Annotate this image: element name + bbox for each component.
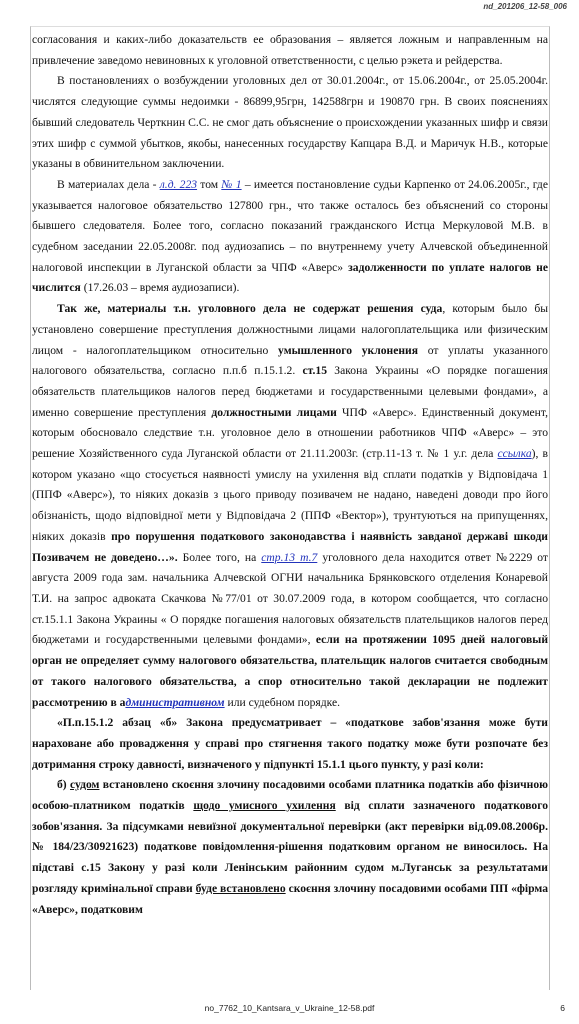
paragraph-5: «П.п.15.1.2 абзац «б» Закона предусматривает – «податкове забов'язання може бути нараховане або провадження у справі про стягнення такого податку може бути розпочате без дотримання строку давності, визначеного у підпункті 15.1.1 цього пункту, у разі коли: [32, 716, 548, 771]
document-body [32, 30, 548, 920]
paragraph-3: В материалах дела - л.д. 223 том № 1 – имеется постановление судьи Карпенко от 24.06.2005г., где указывается налоговое обязательство 127800 грн., что также осталось без объяснений со стороны бывшего следователя. Более того, согласно показаний гражданского Истца Меркуловой М.В. в судебном заседании 22.05.2008г. под аудиозапись – по внутреннему учету Алчевской объединенной налоговой инспекции в Луганской области за ЧПФ «Аверс» задолженности по уплате налогов не числится (17.26.03 – время аудиозаписи). [32, 177, 548, 295]
case-file-page-link[interactable]: л.д. 223 [159, 177, 198, 191]
paragraph-6: б) судом встановлено скоєння злочину посадовими особами платника податків або фізичною особою-платником податків щодо умисного ухилення від сплати зазначеного податкового зобов'язання. За підсумками невиїзної документальної перевірки (акт перевірки від.09.08.2006р. № 184/23/30921623) податкове повідомлення-рішення податковим органом не виносилось. На підставі с.15 Закону у разі коли Ленінським районним судом м.Луганськ за результатами розгляду кримінальної справи буде встановлено скоєння злочину посадовими особами ПП «фірма «Аверс», податковим [32, 778, 549, 916]
administrative-link[interactable]: дминистративном [125, 695, 225, 709]
page-number: 6 [560, 1003, 565, 1013]
reference-link[interactable]: ссылка [497, 447, 532, 461]
page-volume-link[interactable]: стр.13 т.7 [261, 550, 318, 564]
paragraph-2: В постановлениях о возбуждении уголовных дел от 30.01.2004г., от 15.06.2004г., от 25.05.2004г. числятся следующие суммы недоимки - 86899,95грн, 142588грн и 190870 грн. В своих пояснениях бывший следователь Черткнин С.С. не смог дать объяснение о происхождении указанных шифр и связи этих шифр с суммой убытков, якобы, нанесенных государству Капцара В.Д. и Маричук Н.В., которые указаны в обвинительном заключении. [32, 74, 548, 171]
volume-link[interactable]: № 1 [221, 177, 242, 191]
paragraph-4: Так же, материалы т.н. уголовного дела не содержат решения суда, которым было бы установлено совершение преступления должностными лицами налогоплательщика или физическим лицом - налогоплательщиком относительно умышленного уклонения от уплаты указанного налогового обязательства, согласно п.п.б п.15.1.2. ст.15 Закона Украины «О порядке погашения обязательств плательщиков налогов перед бюджетами и государственными целевыми фондами», а именно совершение преступления должностными лицами ЧПФ «Аверс». Единственный документ, которым обосновало следствие т.н. уголовное дело в отношении работников ЧПФ «Аверс» – это решение Хозяйственного суда Луганской области от 21.11.2003г. (стр.11-13 т. № 1 у.г. дела ссылка), в котором указано «що стосується наявності умислу на ухилення від сплати податків у Відповідача 1 (ППФ «Аверс»), то ніяких доказів з цього приводу позивачем не надано, наведені доводи про його обізнаність, щодо відповідної мети у Відповідача 2 (ППФ «Вектор»), трунтуються на припущеннях, ніяких доказів про порушення податкового законодавства і наявність завданої державі шкоди Позивачем не доведено…». Более того, на стр.13 т.7 уголовного дела находится ответ №2229 от августа 2009 года зам. начальника Алчевской ОГНИ начальника Брянковского отделения Конаревой Т.И. на запрос адвоката Скачкова №77/01 от 30.07.2009 года, в котором сообщается, что согласно ст.15.1.1 Закона Украины « О порядке погашения налоговых обязательств плательщиков налогов перед бюджетами и государственными целевыми фондами», если на протяжении 1095 дней налоговый орган не определяет сумму налогового обязательства, плательщик налогов считается свободным от такого налогового обязательства, а спор относительно такой декларации не подлежит рассмотрению в административном или судебном порядке. [32, 302, 549, 709]
paragraph-1: согласования и каких-либо доказательств ее образования – является ложным и направленным на привлечение заведомо невиновных к уголовной ответственности, с целью рэкета и рейдерства. [32, 33, 548, 67]
footer-filename: no_7762_10_Kantsara_v_Ukraine_12-58.pdf [204, 1003, 375, 1013]
document-reference: nd_201206_12-58_006 [483, 2, 567, 11]
